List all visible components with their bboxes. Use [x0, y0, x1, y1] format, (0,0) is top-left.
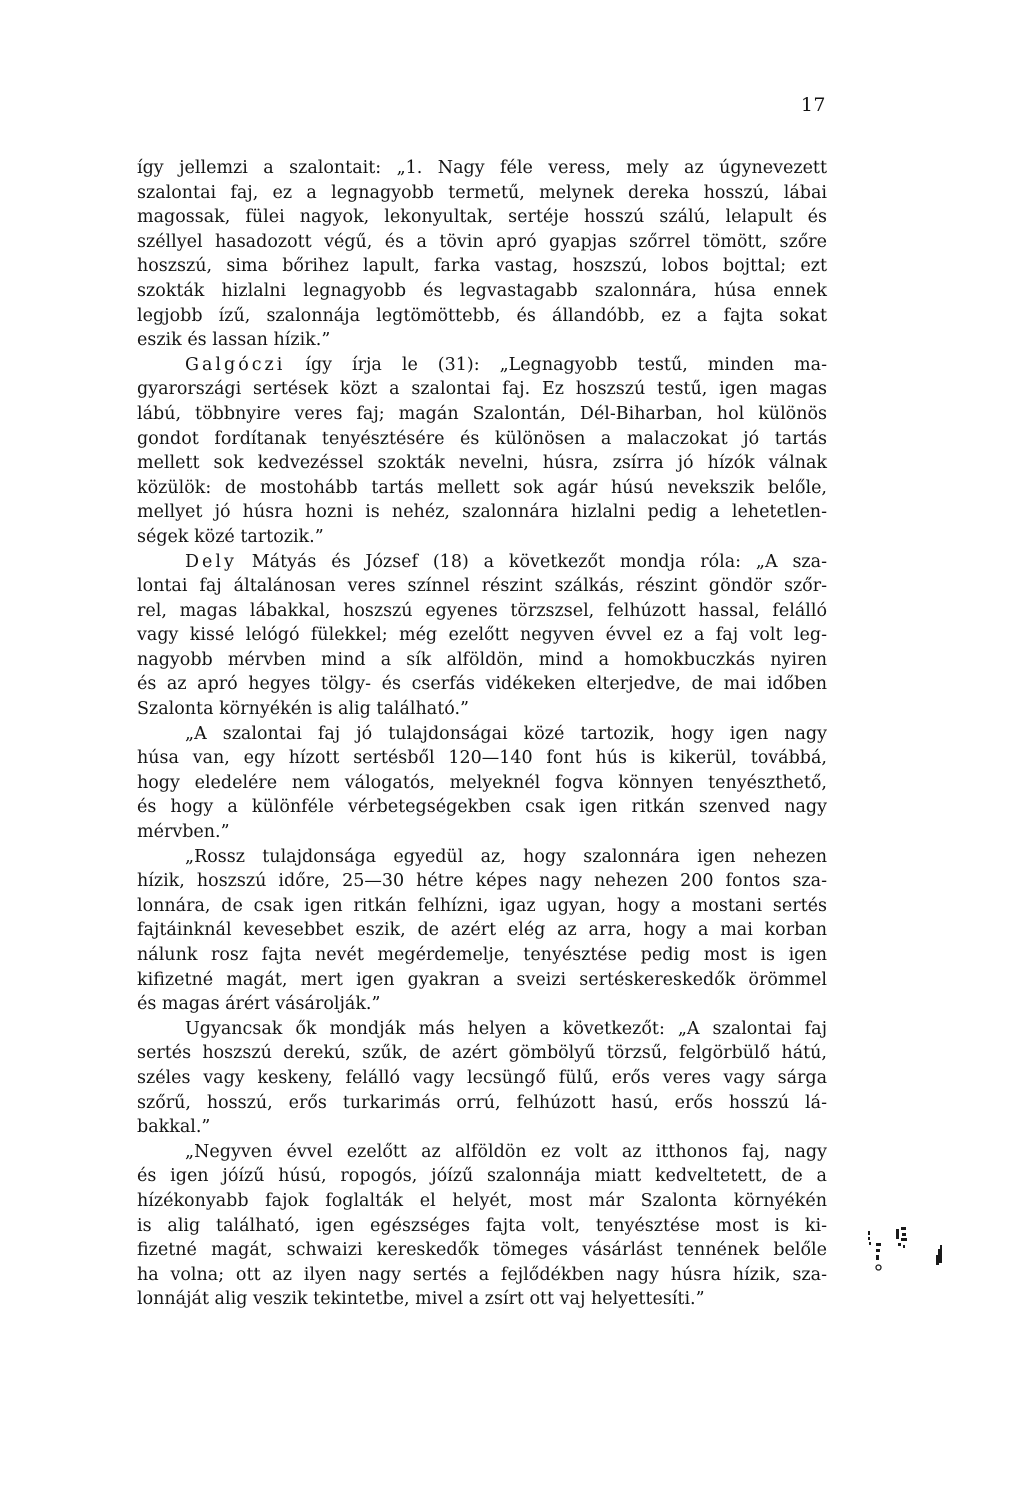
text-line: széllyel hasadozott végű, és a tövin apró gyapjas szőrrel tömött, szőre	[137, 231, 827, 252]
text-line: Szalonta környékén is alig található.”	[137, 699, 469, 720]
text-line: széles vagy keskeny, felálló vagy lecsüngő fülű, erős veres vagy sárga	[137, 1067, 827, 1088]
text-line: hoszszú, sima bőrihez lapult, farka vastag, hoszszú, lobos bojttal; ezt	[137, 256, 827, 277]
text-line: és magas árért vásárolják.”	[137, 994, 381, 1015]
text-line: húsa van, egy hízott sertésből 120—140 font hús is kikerül, továbbá,	[137, 748, 827, 769]
text-line: sertés hoszszú derekú, szűk, de azért gömbölyű törzsű, felgörbülő hátú,	[137, 1043, 827, 1064]
text-line: és igen jóízű húsú, ropogós, jóízű szalonnája miatt kedveltetett, de a	[137, 1166, 827, 1187]
text-line: hízékonyabb fajok foglalták el helyét, most már Szalonta környékén	[137, 1190, 827, 1211]
text-line: közülök: de mostohább tartás mellett sok agár húsú nevekszik belőle,	[137, 477, 827, 498]
paragraph-5	[137, 845, 827, 1017]
author-name: Dely	[185, 551, 237, 572]
paragraph-6	[137, 1017, 827, 1140]
paragraph-4	[137, 722, 827, 845]
text-line: lonnáját alig veszik tekintetbe, mivel a zsírt ott vaj helyettesíti.”	[137, 1289, 705, 1310]
text-line: hogy eledelére nem válogatós, melyeknél fogva könnyen tenyészthető,	[137, 772, 827, 793]
text-line: legjobb ízű, szalonnája legtömöttebb, és állandóbb, ez a fajta sokat	[137, 305, 827, 326]
text-line: így jellemzi a szalontait: „1. Nagy féle veress, mely az úgynevezett	[137, 158, 827, 178]
text-line: nálunk rosz fajta nevét megérdemelje, tenyésztése pedig most is igen	[137, 945, 827, 965]
text-line: lonnára, de csak igen ritkán felhízni, igaz ugyan, hogy a mostani sertés	[137, 895, 827, 916]
text-line: „Rossz tulajdonsága egyedül az, hogy szalonnára igen nehezen	[185, 846, 827, 867]
text-line: bakkal.”	[137, 1117, 211, 1138]
library-stamp-marks	[868, 1225, 948, 1285]
text-span: Mátyás és József (18) a következőt mondja róla: „A sza-	[236, 551, 827, 572]
text-line: nagyobb mérvben mind a sík alföldön, mind a homokbuczkás nyiren	[137, 649, 827, 670]
text-line: gondot fordítanak tenyésztésére és különösen a malaczokat jó tartás	[137, 428, 827, 449]
text-line: mérvben.”	[137, 822, 230, 843]
text-line: vagy kissé lelógó fülekkel; még ezelőtt negyven évvel ez a faj volt leg-	[137, 625, 827, 646]
text-line: ha volna; ott az ilyen nagy sertés a fejlődékben nagy húsra hízik, sza-	[137, 1264, 827, 1285]
text-line: magossak, fülei nagyok, lekonyultak, sertéje hosszú szálú, lelapult és	[137, 207, 827, 228]
text-line: eszik és lassan hízik.”	[137, 330, 331, 351]
author-name: Galgóczi	[185, 354, 286, 375]
text-line: hízik, hoszszú időre, 25—30 hétre képes nagy nehezen 200 fontos sza-	[137, 871, 827, 892]
text-line: Ugyancsak ők mondják más helyen a következőt: „A szalontai faj	[185, 1018, 827, 1039]
text-line: „Negyven évvel ezelőtt az alföldön ez volt az itthonos faj, nagy	[185, 1141, 827, 1162]
text-line: szalontai faj, ez a legnagyobb termetű, melynek dereka hosszú, lábai	[137, 182, 827, 203]
text-line: mellyet jó húsra hozni is nehéz, szalonnára hizlalni pedig a lehetetlen-	[137, 502, 827, 523]
paragraph-7	[137, 1140, 827, 1312]
paragraph-2	[137, 353, 827, 550]
text-line: és hogy a különféle vérbetegségekben csak igen ritkán szenved nagy	[137, 797, 827, 818]
text-line: szokták hizlalni legnagyobb és legvastagabb szalonnára, húsa ennek	[137, 280, 827, 301]
page-number: 17	[800, 94, 826, 116]
paragraph-1	[137, 156, 827, 353]
body-text	[137, 156, 827, 1312]
text-line: kifizetné magát, mert igen gyakran a sveizi sertéskereskedők örömmel	[137, 969, 827, 990]
text-line: fajtáinknál kevesebbet eszik, de azért elég az arra, hogy a mai korban	[137, 920, 827, 941]
text-line: ségek közé tartozik.”	[137, 526, 324, 547]
text-line: is alig található, igen egészséges fajta volt, tenyésztése most is ki-	[137, 1215, 827, 1236]
text-line: fizetné magát, schwaizi kereskedők tömeges vásárlást tennének belőle	[137, 1240, 827, 1261]
paragraph-3	[137, 550, 827, 722]
text-line	[137, 353, 827, 378]
text-line: rel, magas lábakkal, hoszszú egyenes törzszsel, felhúzott hassal, felálló	[137, 600, 827, 621]
text-line: gyarországi sertések közt a szalontai faj. Ez hoszszú testű, igen magas	[137, 379, 827, 400]
text-line: szőrű, hosszú, erős turkarimás orrú, felhúzott hasú, erős hosszú lá-	[137, 1092, 827, 1113]
text-line: lontai faj általánosan veres színnel részint szálkás, részint göndör szőr-	[137, 576, 827, 597]
text-line: lábú, többnyire veres faj; magán Szalontán, Dél-Biharban, hol különös	[137, 403, 827, 424]
text-line	[137, 550, 827, 575]
text-line: mellett sok kedvezéssel szokták nevelni, húsra, zsírra jó hízók válnak	[137, 453, 827, 474]
text-line: „A szalontai faj jó tulajdonságai közé tartozik, hogy igen nagy	[185, 723, 827, 744]
text-span: így írja le (31): „Legnagyobb testű, minden ma-	[285, 354, 827, 375]
text-line: és az apró hegyes tölgy- és cserfás vidékeken elterjedve, de mai időben	[137, 674, 827, 695]
